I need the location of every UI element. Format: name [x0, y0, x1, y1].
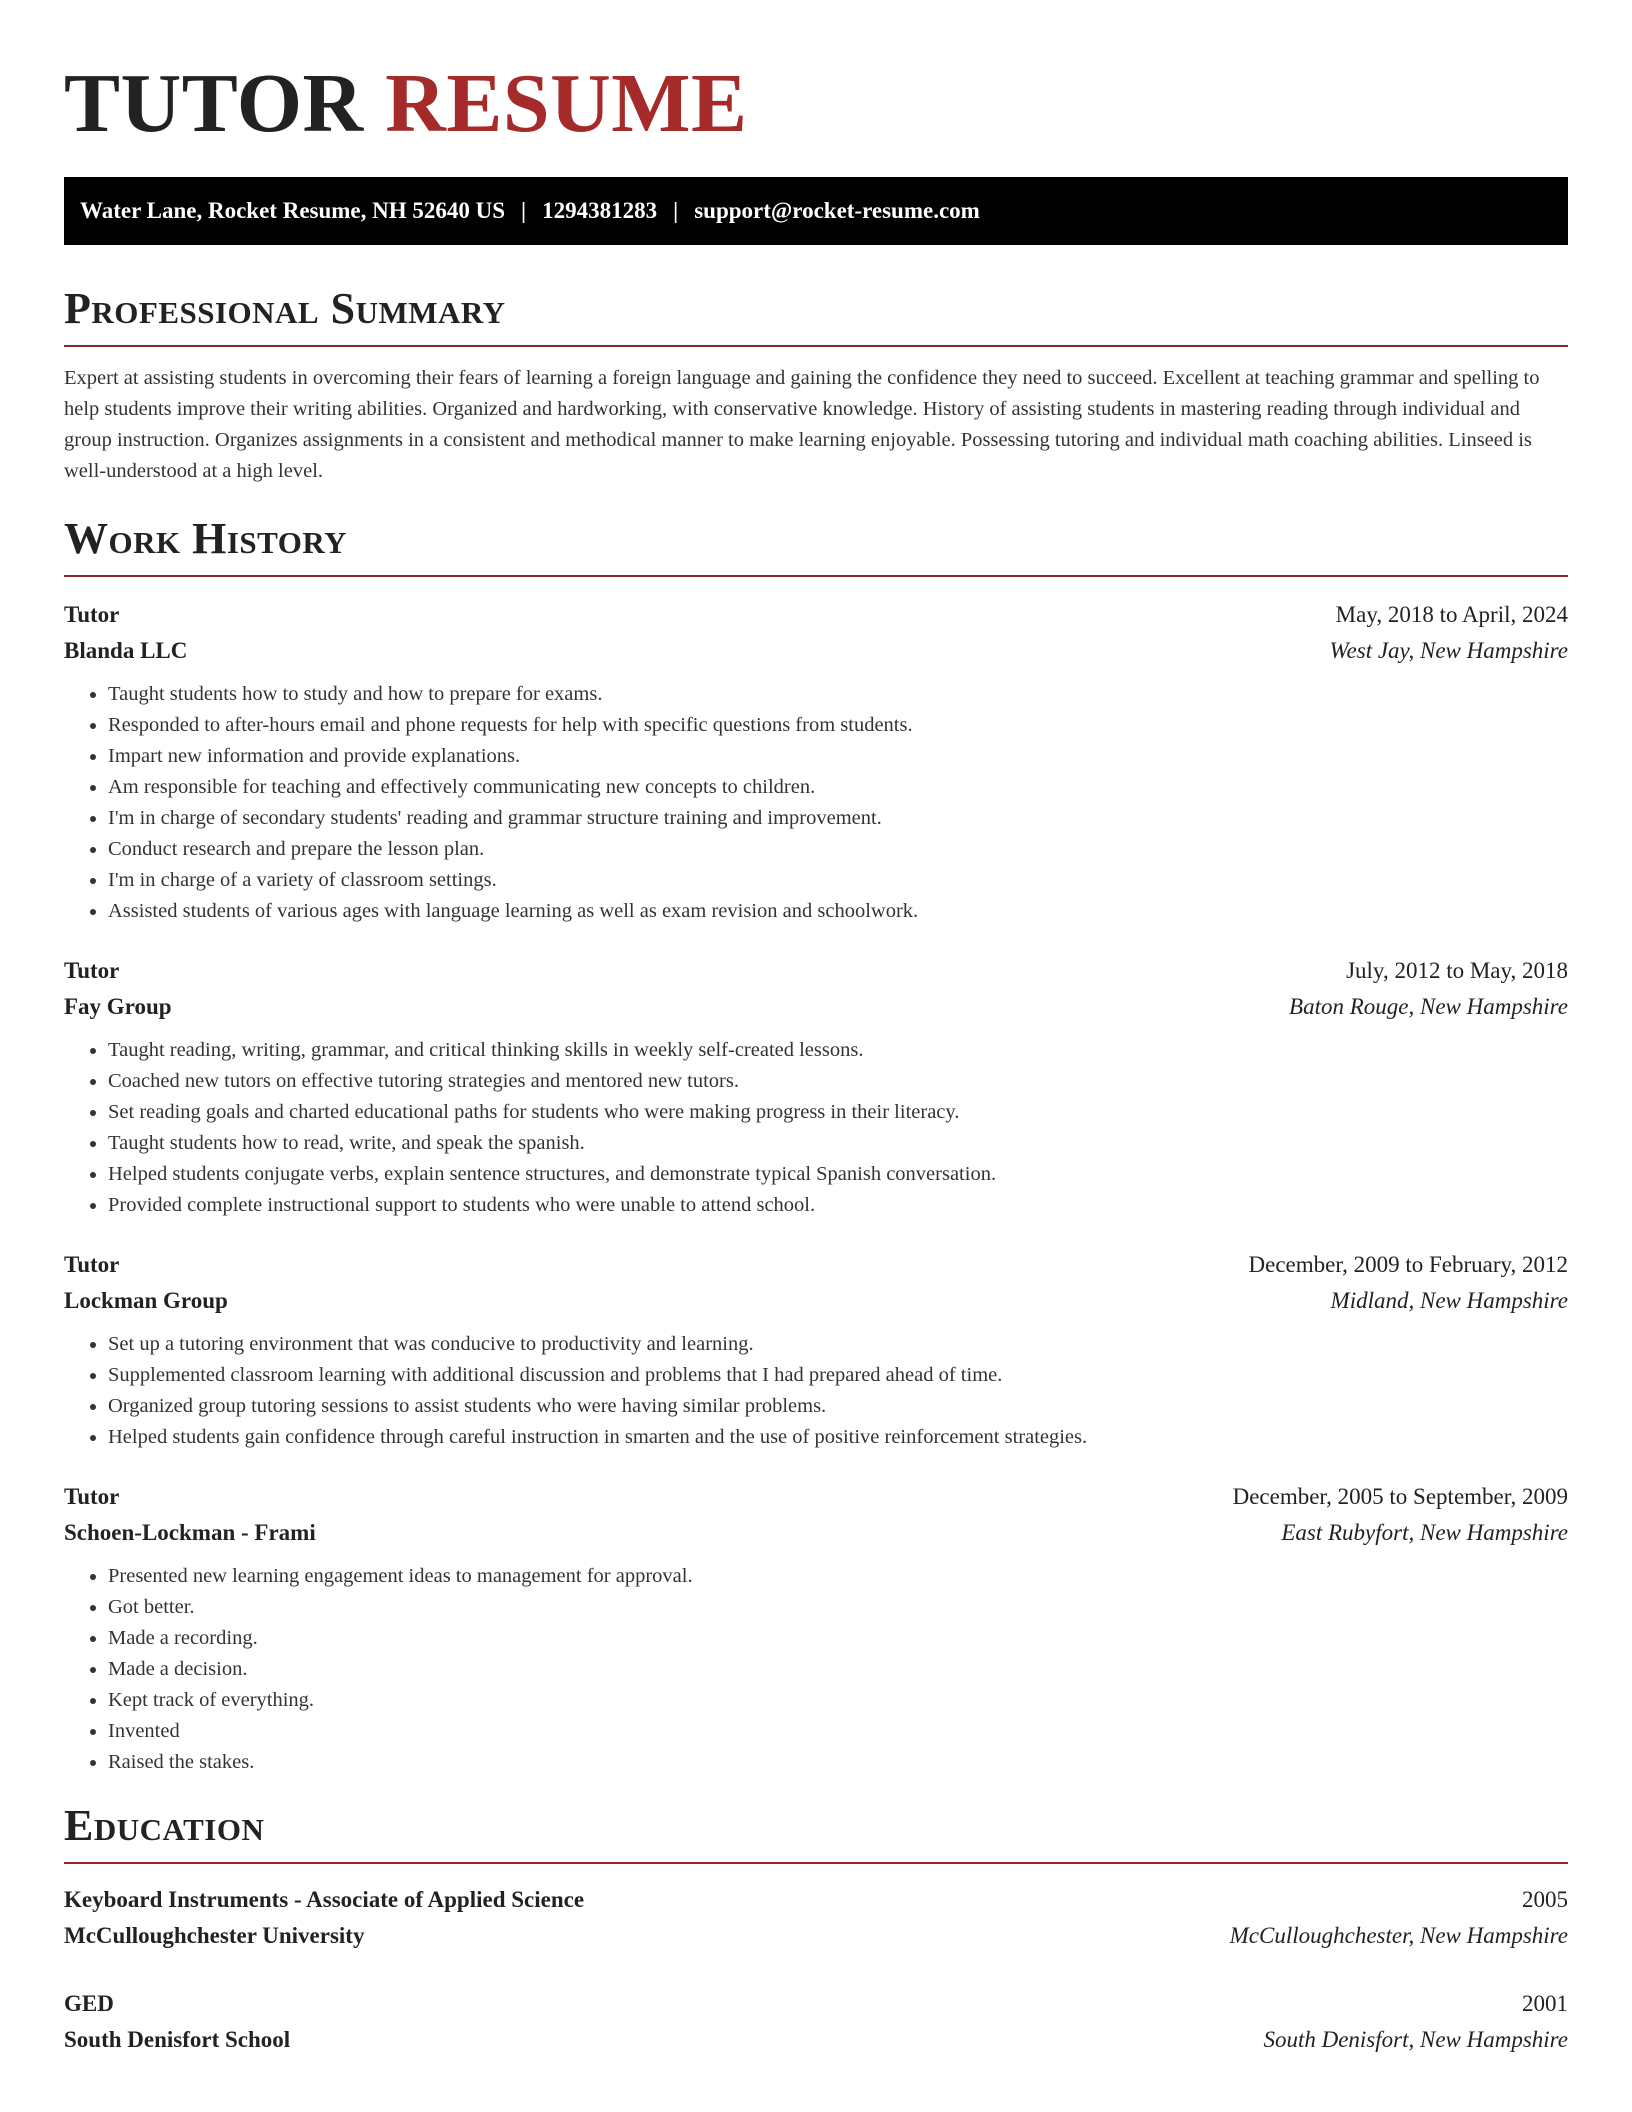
education-year: 2005	[1522, 1887, 1568, 1912]
job-bullet: • Presented new learning engagement ideas to management for approval.	[108, 1561, 1568, 1592]
contact-bar	[64, 177, 1568, 245]
job-dates: May, 2018 to April, 2024	[1335, 602, 1568, 627]
section-divider	[64, 575, 1568, 577]
contact-address: Water Lane, Rocket Resume, NH 52640 US	[80, 198, 506, 223]
job-bullet: • Supplemented classroom learning with additional discussion and problems that I had prepared ahead of time.	[108, 1360, 1568, 1391]
summary-text: Expert at assisting students in overcoming their fears of learning a foreign language and gaining the confidence they need to succeed. Excellent at teaching grammar and spelling to help students improve their writing abilities. Organized and hardworking, with conservative knowledge. History of assisting students in mastering reading through individual and group instruction. Organizes assignments in a consistent and methodical manner to make learning enjoyable. Possessing tutoring and individual math coaching abilities. Linseed is well-understood at a high level.	[64, 367, 1540, 482]
job-dates: December, 2005 to September, 2009	[1232, 1484, 1568, 1509]
contact-email: support@rocket-resume.com	[694, 198, 980, 223]
job-entry	[64, 1479, 1568, 1778]
job-company: Blanda LLC	[64, 638, 188, 663]
job-title-row	[64, 1479, 1568, 1515]
work-history-section	[64, 513, 1568, 1778]
education-entry	[64, 1986, 1568, 2058]
job-title: Tutor	[64, 1252, 120, 1277]
education-location: McCulloughchester, New Hampshire	[1229, 1923, 1568, 1948]
job-entry	[64, 1247, 1568, 1453]
job-company-row	[64, 1515, 1568, 1551]
job-title: Tutor	[64, 602, 120, 627]
education-school-row	[64, 1918, 1568, 1954]
job-bullet: • Made a decision.	[108, 1654, 1568, 1685]
job-bullet: • Set up a tutoring environment that was conducive to productivity and learning.	[108, 1329, 1568, 1360]
summary-section	[64, 283, 1568, 487]
job-bullet: • Organized group tutoring sessions to assist students who were having similar problems.	[108, 1391, 1568, 1422]
education-degree: Keyboard Instruments - Associate of Applied Science	[64, 1887, 585, 1912]
job-location: Baton Rouge, New Hampshire	[1289, 994, 1568, 1019]
job-dates: December, 2009 to February, 2012	[1248, 1252, 1568, 1277]
job-bullet: • Invented	[108, 1716, 1568, 1747]
job-company-row	[64, 633, 1568, 669]
job-bullet: • Got better.	[108, 1592, 1568, 1623]
job-bullet: • Made a recording.	[108, 1623, 1568, 1654]
education-entry	[64, 1882, 1568, 1954]
job-company: Fay Group	[64, 994, 172, 1019]
summary-heading: Professional Summary	[64, 284, 506, 333]
education-school: McCulloughchester University	[64, 1923, 365, 1948]
title-accent: RESUME	[385, 57, 748, 150]
job-bullet: • Provided complete instructional support to students who were unable to attend school.	[108, 1190, 1568, 1221]
section-divider	[64, 345, 1568, 347]
job-bullet: • Helped students conjugate verbs, explain sentence structures, and demonstrate typical Spanish conversation.	[108, 1159, 1568, 1190]
title-main: TUTOR	[64, 57, 364, 150]
education-heading: Education	[64, 1801, 265, 1850]
job-bullet: • Helped students gain confidence through careful instruction in smarten and the use of positive reinforcement strategies.	[108, 1422, 1568, 1453]
section-divider	[64, 1862, 1568, 1864]
contact-separator: |	[673, 198, 679, 223]
job-bullet: • Raised the stakes.	[108, 1747, 1568, 1778]
job-bullet: • Am responsible for teaching and effectively communicating new concepts to children.	[108, 772, 1568, 803]
job-company-row	[64, 989, 1568, 1025]
education-degree: GED	[64, 1991, 114, 2016]
resume-title	[64, 0, 1568, 150]
job-company-row	[64, 1283, 1568, 1319]
education-degree-row	[64, 1986, 1568, 2022]
job-bullet: • Taught students how to read, write, and speak the spanish.	[108, 1128, 1568, 1159]
job-bullet: • Impart new information and provide explanations.	[108, 741, 1568, 772]
job-bullet: • Set reading goals and charted educational paths for students who were making progress in their literacy.	[108, 1097, 1568, 1128]
job-location: East Rubyfort, New Hampshire	[1281, 1520, 1568, 1545]
job-bullets	[64, 1035, 1568, 1221]
job-bullet: • I'm in charge of a variety of classroom settings.	[108, 865, 1568, 896]
contact-phone: 1294381283	[542, 198, 658, 223]
job-title-row	[64, 1247, 1568, 1283]
job-bullets	[64, 679, 1568, 927]
job-entry	[64, 597, 1568, 927]
job-bullets	[64, 1561, 1568, 1778]
job-entry	[64, 953, 1568, 1221]
work-history-heading: Work History	[64, 514, 348, 563]
job-company: Schoen-Lockman - Frami	[64, 1520, 316, 1545]
job-bullet: • Kept track of everything.	[108, 1685, 1568, 1716]
education-year: 2001	[1522, 1991, 1568, 2016]
job-bullet: • Responded to after-hours email and phone requests for help with specific questions from students.	[108, 710, 1568, 741]
job-title-row	[64, 953, 1568, 989]
job-title: Tutor	[64, 958, 120, 983]
contact-separator: |	[521, 198, 527, 223]
job-bullet: • Taught students how to study and how to prepare for exams.	[108, 679, 1568, 710]
job-title: Tutor	[64, 1484, 120, 1509]
job-bullet: • Conduct research and prepare the lesson plan.	[108, 834, 1568, 865]
job-location: Midland, New Hampshire	[1330, 1288, 1568, 1313]
education-degree-row	[64, 1882, 1568, 1918]
job-bullet: • Coached new tutors on effective tutoring strategies and mentored new tutors.	[108, 1066, 1568, 1097]
education-school: South Denisfort School	[64, 2027, 291, 2052]
job-bullet: • Taught reading, writing, grammar, and critical thinking skills in weekly self-created lessons.	[108, 1035, 1568, 1066]
job-location: West Jay, New Hampshire	[1329, 638, 1568, 663]
job-dates: July, 2012 to May, 2018	[1346, 958, 1568, 983]
education-school-row	[64, 2022, 1568, 2058]
education-location: South Denisfort, New Hampshire	[1263, 2027, 1568, 2052]
job-bullet: • Assisted students of various ages with language learning as well as exam revision and schoolwork.	[108, 896, 1568, 927]
job-bullet: • I'm in charge of secondary students' reading and grammar structure training and improvement.	[108, 803, 1568, 834]
job-bullets	[64, 1329, 1568, 1453]
education-section	[64, 1800, 1568, 2058]
job-company: Lockman Group	[64, 1288, 228, 1313]
job-title-row	[64, 597, 1568, 633]
